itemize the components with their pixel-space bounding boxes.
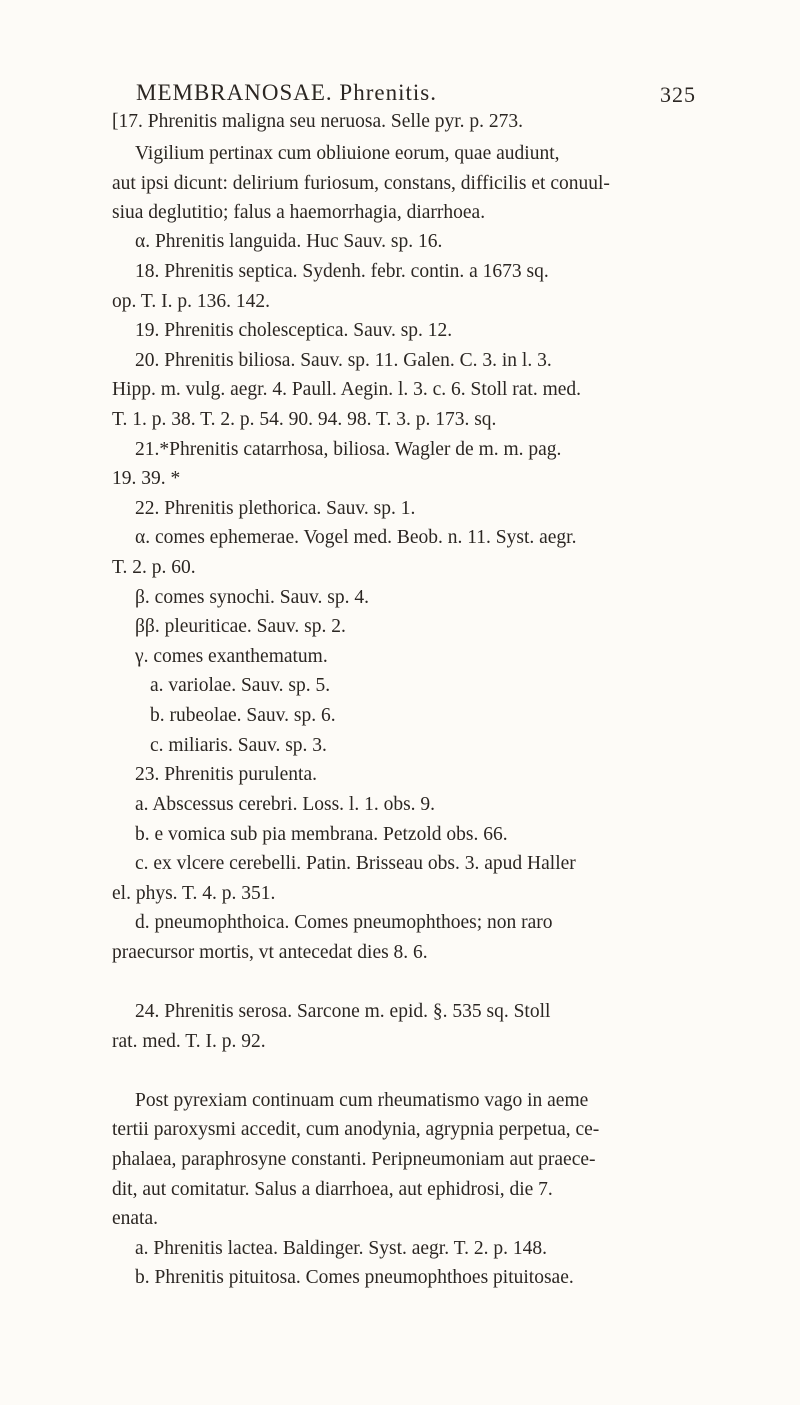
text-line: a. Abscessus cerebri. Loss. l. 1. obs. 9.	[135, 794, 436, 815]
text-line: enata.	[112, 1208, 159, 1229]
text-line: el. phys. T. 4. p. 351.	[112, 883, 276, 904]
text-line: a. Phrenitis lactea. Baldinger. Syst. aegr. T. 2. p. 148.	[135, 1238, 547, 1259]
text-line: 24. Phrenitis serosa. Sarcone m. epid. §. 535 sq. Stoll	[135, 1001, 551, 1022]
text-line: α. comes ephemerae. Vogel med. Beob. n. 11. Syst. aegr.	[135, 527, 577, 548]
text-line: rat. med. T. I. p. 92.	[112, 1031, 266, 1052]
text-line: ββ. pleuriticae. Sauv. sp. 2.	[135, 616, 346, 637]
text-line: Post pyrexiam continuam cum rheumatismo vago in aeme	[135, 1090, 589, 1111]
text-line: T. 2. p. 60.	[112, 557, 196, 578]
text-line: aut ipsi dicunt: delirium furiosum, constans, difficilis et conuul-	[112, 173, 610, 194]
text-line: tertii paroxysmi accedit, cum anodynia, agrypnia perpetua, ce-	[112, 1119, 600, 1140]
text-line: siua deglutitio; falus a haemorrhagia, diarrhoea.	[112, 202, 486, 223]
text-line: dit, aut comitatur. Salus a diarrhoea, aut ephidrosi, die 7.	[112, 1179, 553, 1200]
text-line: γ. comes exanthematum.	[135, 646, 328, 667]
text-line: 20. Phrenitis biliosa. Sauv. sp. 11. Galen. C. 3. in l. 3.	[135, 350, 552, 371]
text-line: op. T. I. p. 136. 142.	[112, 291, 270, 312]
text-line: Vigilium pertinax cum obliuione eorum, quae audiunt,	[135, 143, 560, 164]
text-line: α. Phrenitis languida. Huc Sauv. sp. 16.	[135, 231, 443, 252]
header-title: MEMBRANOSAE. Phrenitis.	[136, 80, 437, 105]
text-line: 19. Phrenitis cholesceptica. Sauv. sp. 12.	[135, 320, 453, 341]
page-number: 325	[660, 82, 696, 107]
text-line: 19. 39. *	[112, 468, 181, 489]
text-line: Hipp. m. vulg. aegr. 4. Paull. Aegin. l. 3. c. 6. Stoll rat. med.	[112, 379, 582, 400]
text-line: c. ex vlcere cerebelli. Patin. Brisseau obs. 3. apud Haller	[135, 853, 576, 874]
text-line: b. rubeolae. Sauv. sp. 6.	[150, 705, 336, 726]
text-line: a. variolae. Sauv. sp. 5.	[150, 675, 331, 696]
text-line: 21.*Phrenitis catarrhosa, biliosa. Wagler de m. m. pag.	[135, 439, 562, 460]
text-line: c. miliaris. Sauv. sp. 3.	[150, 735, 327, 756]
text-line: 23. Phrenitis purulenta.	[135, 764, 317, 785]
text-line: 18. Phrenitis septica. Sydenh. febr. contin. a 1673 sq.	[135, 261, 549, 282]
running-header	[136, 80, 696, 106]
text-line: d. pneumophthoica. Comes pneumophthoes; non raro	[135, 912, 553, 933]
text-line: praecursor mortis, vt antecedat dies 8. 6.	[112, 942, 428, 963]
text-line: b. e vomica sub pia membrana. Petzold obs. 66.	[135, 824, 508, 845]
text-line: 22. Phrenitis plethorica. Sauv. sp. 1.	[135, 498, 416, 519]
text-line: b. Phrenitis pituitosa. Comes pneumophthoes pituitosae.	[135, 1267, 574, 1288]
text-line: phalaea, paraphrosyne constanti. Peripneumoniam aut praece-	[112, 1149, 596, 1170]
text-line: [17. Phrenitis maligna seu neruosa. Selle pyr. p. 273.	[112, 111, 524, 132]
text-line: T. 1. p. 38. T. 2. p. 54. 90. 94. 98. T. 3. p. 173. sq.	[112, 409, 497, 430]
text-line: β. comes synochi. Sauv. sp. 4.	[135, 587, 369, 608]
